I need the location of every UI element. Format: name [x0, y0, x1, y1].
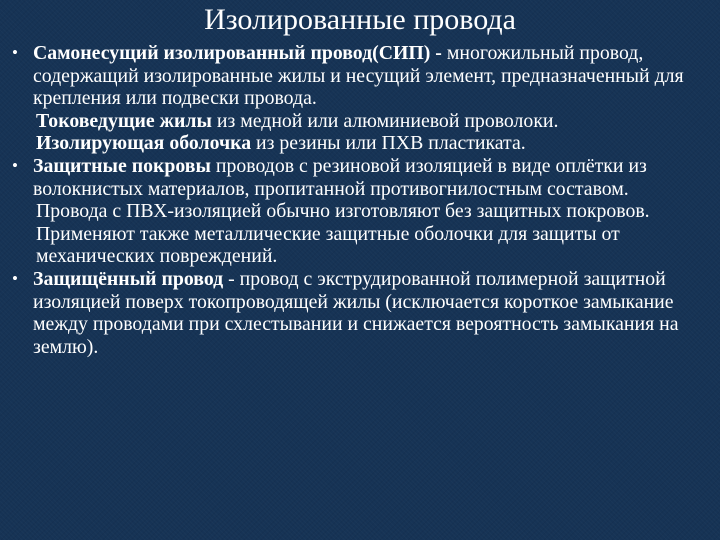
metal-text: Применяют также металлические защитные оболочки для защиты от механических повреждений.: [36, 222, 620, 268]
definition-covers: проводов с резиновой изоляцией в виде оплётки из волокнистых материалов, пропитанной противогнилостным составом.: [33, 154, 647, 200]
bullet-icon: •: [12, 268, 18, 288]
definition-conductors: из медной или алюминиевой проволоки.: [211, 109, 559, 132]
bullet-icon: •: [12, 43, 18, 62]
sub-paragraph-conductors: [8, 110, 713, 133]
definition-protected: - провод с экструдированной полимерной защитной изоляцией поверх токопроводящей жилы (исключается короткое замыкание между проводами при схлестывании и снижается вероятность замыкания на землю).: [33, 267, 679, 358]
bullet-item-covers: [8, 155, 713, 200]
term-sip: Самонесущий изолированный провод(СИП) -: [33, 42, 442, 64]
sub-paragraph-metal: [8, 223, 713, 268]
pvc-text: Провода с ПВХ-изоляцией обычно изготовляют без защитных покровов.: [36, 200, 650, 223]
sub-paragraph-pvc: [8, 200, 713, 223]
term-insulation: Изолирующая оболочка: [36, 132, 252, 155]
slide-content: [8, 42, 713, 358]
slide-title: Изолированные провода: [204, 3, 516, 36]
sub-paragraph-insulation: [8, 132, 713, 155]
definition-sip: многожильный провод, содержащий изолированные жилы и несущий элемент, предназначенный для крепления или подвески провода.: [33, 42, 684, 110]
bullet-item-protected: [8, 268, 713, 358]
definition-insulation: из резины или ПХВ пластиката.: [251, 132, 526, 155]
bullet-item-sip: [8, 42, 713, 110]
term-protected: Защищённый провод: [33, 267, 224, 290]
term-conductors: Токоведущие жилы: [36, 109, 212, 132]
term-covers: Защитные покровы: [33, 154, 211, 177]
bullet-icon: •: [12, 155, 18, 175]
